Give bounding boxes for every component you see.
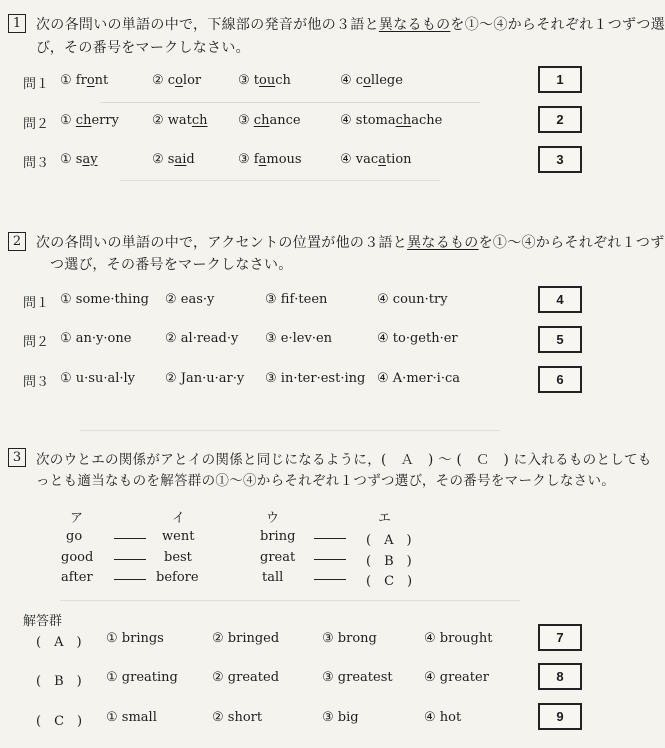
pair-1-d: ( A ): [366, 533, 412, 548]
choice-c-option2: ② short: [212, 710, 263, 725]
choice-b-option1: ① greating: [106, 670, 178, 685]
s2-q3-label: 問３: [23, 375, 50, 390]
answer-box-2[interactable]: 2: [538, 106, 582, 133]
answer-box-7[interactable]: 7: [538, 624, 582, 651]
choice-b-option3: ③ greatest: [322, 670, 393, 685]
s1-q2-option2: ② watch: [152, 113, 208, 128]
instruction-text: 次の各問いの単語の中で，下線部の発音が他の３語と: [36, 17, 379, 33]
col-header-a: ア: [70, 511, 84, 526]
pair-2-c: great: [260, 550, 296, 565]
s2-q1-option4: ④ coun·try: [377, 292, 448, 307]
section-1-instruction-line2: び，その番号をマークしなさい。: [36, 40, 250, 56]
s2-q3-option3: ③ in·ter·est·ing: [265, 371, 366, 386]
choice-c-option1: ① small: [106, 710, 157, 725]
s2-q3-option1: ① u·su·al·ly: [60, 371, 136, 386]
pair-dash: [314, 538, 346, 539]
s2-q1-label: 問１: [23, 296, 50, 311]
pair-3-d: ( C ): [366, 574, 413, 589]
pair-1-b: went: [162, 529, 195, 544]
answer-box-3[interactable]: 3: [538, 146, 582, 173]
instruction-emphasis: 異なるもの: [378, 17, 451, 33]
bleed-through-line: [120, 180, 440, 181]
bleed-through-line: [60, 600, 520, 601]
s2-q2-option2: ② al·read·y: [165, 331, 239, 346]
s1-q3-option2: ② said: [152, 152, 195, 167]
s2-q2-option1: ① an·y·one: [60, 331, 132, 346]
choice-a-option2: ② bringed: [212, 631, 280, 646]
s2-q1-option2: ② eas·y: [165, 292, 215, 307]
choice-b-label: ( B ): [36, 674, 82, 689]
pair-2-a: good: [61, 550, 94, 565]
col-header-i: イ: [172, 511, 186, 526]
choice-b-option4: ④ greater: [424, 670, 489, 685]
instruction-emphasis: 異なるもの: [407, 235, 479, 251]
choice-c-option4: ④ hot: [424, 710, 462, 725]
pair-1-c: bring: [260, 529, 296, 544]
section-1-number: 1: [8, 14, 26, 33]
answer-group-label: 解答群: [23, 614, 63, 629]
choice-c-option3: ③ big: [322, 710, 359, 725]
s2-q3-option2: ② Jan·u·ar·y: [165, 371, 245, 386]
answer-box-5[interactable]: 5: [538, 326, 582, 353]
choice-a-option3: ③ brong: [322, 631, 377, 646]
pair-2-b: best: [164, 550, 192, 565]
pair-3-a: after: [61, 570, 93, 585]
section-2-instruction-line1: [36, 232, 665, 252]
s1-q3-option1: ① say: [60, 152, 98, 167]
choice-a-option4: ④ brought: [424, 631, 493, 646]
pair-dash: [114, 579, 146, 580]
answer-box-1[interactable]: 1: [538, 66, 582, 93]
choice-a-option1: ① brings: [106, 631, 164, 646]
pair-3-b: before: [156, 570, 199, 585]
answer-box-9[interactable]: 9: [538, 703, 582, 730]
choice-a-label: ( A ): [36, 635, 82, 650]
section-1-instruction-line1: [36, 14, 665, 34]
s1-q2-option3: ③ chance: [238, 113, 301, 128]
pair-1-a: go: [66, 529, 83, 544]
pair-dash: [314, 559, 346, 560]
answer-box-6[interactable]: 6: [538, 366, 582, 393]
s1-q1-option4: ④ college: [340, 73, 403, 88]
s1-q2-option1: ① cherry: [60, 113, 119, 128]
bleed-through-line: [80, 430, 500, 431]
pair-dash: [114, 559, 146, 560]
s1-q3-label: 問３: [23, 156, 50, 171]
s2-q2-label: 問２: [23, 335, 50, 350]
s2-q1-option1: ① some·thing: [60, 292, 149, 307]
pair-3-c: tall: [262, 570, 284, 585]
section-3-instruction-line1: 次のウとエの関係がアとイの関係と同じになるように，( Ａ ) ～ ( Ｃ ) に入れるものとしても: [36, 452, 652, 468]
s1-q1-option3: ③ touch: [238, 73, 291, 88]
choice-c-label: ( C ): [36, 714, 83, 729]
section-2-number: 2: [8, 232, 26, 251]
pair-dash: [314, 579, 346, 580]
instruction-text: を①～④からそれぞれ１つず: [478, 235, 665, 251]
instruction-text: を①～④からそれぞれ１つずつ選: [450, 17, 665, 33]
choice-b-option2: ② greated: [212, 670, 280, 685]
s1-q3-option4: ④ vacation: [340, 152, 412, 167]
col-header-u: ウ: [266, 511, 280, 526]
pair-2-d: ( B ): [366, 554, 412, 569]
s1-q2-option4: ④ stomachache: [340, 113, 443, 128]
section-3-number: 3: [8, 448, 26, 467]
s1-q3-option3: ③ famous: [238, 152, 302, 167]
pair-dash: [114, 538, 146, 539]
s1-q2-label: 問２: [23, 117, 50, 132]
s1-q1-label: 問１: [23, 77, 50, 92]
section-2-instruction-line2: つ選び，その番号をマークしなさい。: [50, 257, 293, 273]
s1-q1-option2: ② color: [152, 73, 202, 88]
answer-box-4[interactable]: 4: [538, 286, 582, 313]
s1-q1-option1: ① front: [60, 73, 109, 88]
instruction-text: 次の各問いの単語の中で，アクセントの位置が他の３語と: [36, 235, 408, 251]
s2-q2-option4: ④ to·geth·er: [377, 331, 458, 346]
bleed-through-line: [100, 102, 480, 103]
answer-box-8[interactable]: 8: [538, 663, 582, 690]
s2-q1-option3: ③ fif·teen: [265, 292, 328, 307]
col-header-e: エ: [378, 511, 392, 526]
s2-q3-option4: ④ A·mer·i·ca: [377, 371, 461, 386]
section-3-instruction-line2: っとも適当なものを解答群の①～④からそれぞれ１つずつ選び，その番号をマークしなさい。: [36, 473, 616, 489]
s2-q2-option3: ③ e·lev·en: [265, 331, 333, 346]
